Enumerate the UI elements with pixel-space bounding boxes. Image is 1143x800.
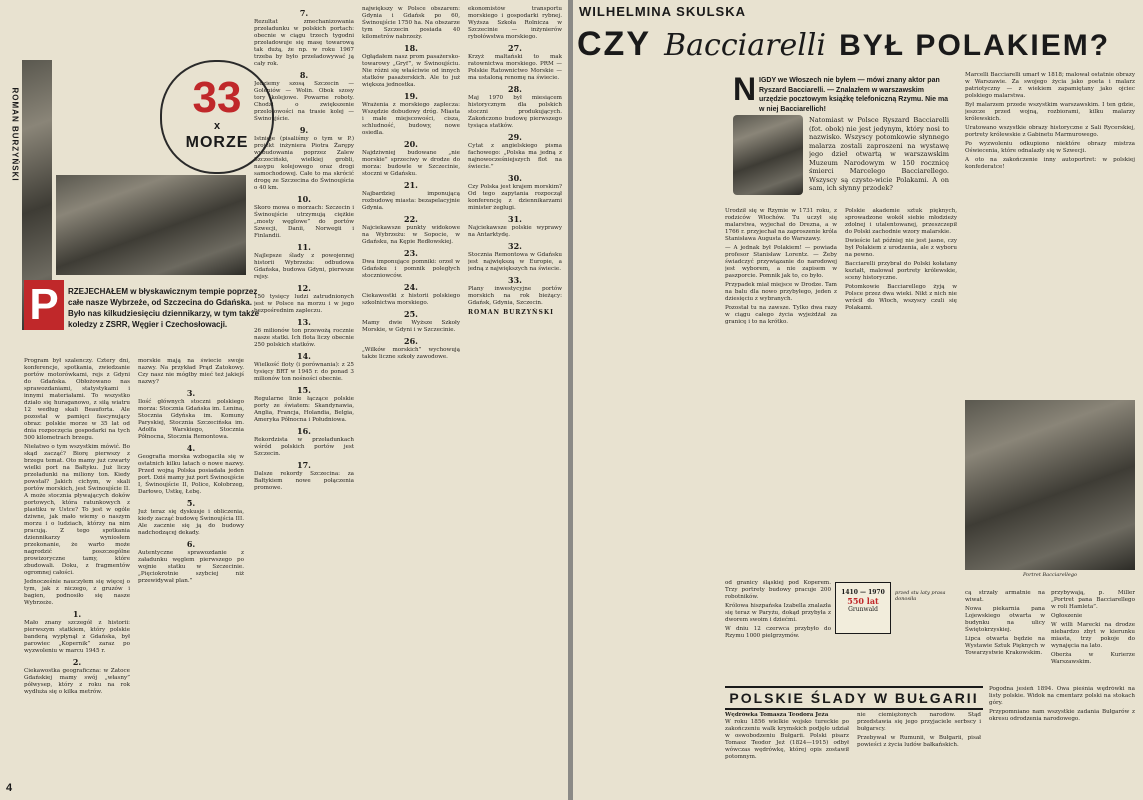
bulgaria-title: POLSKIE ŚLADY W BUŁGARII [725, 686, 983, 710]
paragraph: Ogłądałem nasz prom pasażersko-towarowy „Gryf”, w Świnoujściu. Nie różni się właściwie od innych statków pasażerskich. Ale to już większa jednostka. [362, 54, 460, 88]
section-number: 33. [508, 275, 522, 285]
paragraph: Krzyż maltański to mak ratownictwa morskiego. PRM — Polskie Ratownictwo Morskie — ma ustaloną renomę na świecie. [468, 54, 562, 81]
bottom-column-1 [725, 580, 831, 680]
paragraph: Ciekawostka geograficzna: w Zatoce Gdańskiej mamy swój „własny” półwysep, który z roku na rok wydłuża się o kilka metrów. [24, 668, 130, 695]
grunwald-ad [835, 582, 891, 634]
ad-line-2: 550 lat [847, 596, 879, 606]
paragraph: Pogodna jesień 1894. Owa pieśnia wędrówki na listy polskie. Widok na cmentarz polski na stokach góry. [989, 686, 1135, 706]
right-lead-2: Natomiast w Polsce Ryszard Bacciarelli (fot. obok) nie jest jedynym, który nosi to nazwisko. Wszyscy potomkowie słynnego malarza zostali zaproszeni na wystawę jego dzieł otwartą w warszawskim Muzeum Narodowym w 150 rocznicę śmierci Marcelego Bacciarellego. Wszyscy są czysto-wicie Polakami. A on sam, ich słynny przodek? [809, 116, 949, 192]
author-vertical [6, 87, 20, 202]
right-lead: IGDY we Włoszech nie byłem — mówi znany aktor pan Ryszard Bacciarelli. — Znalazłem w warszawskim urzędzie pocztowym książkę telefoniczną Rzymu. Nie ma w niej Bacciarellich! [759, 77, 949, 113]
page-number: 4 [6, 782, 13, 794]
paragraph: 26 milionów ton przewożą rocznie nasze statki. Ich flota liczy obecnie 250 polskich statków. [254, 328, 354, 348]
paragraph: nie ciemiężonych narodów. Stąd przedstawia się jego przyjaciele serbscy i bułgarscy. [857, 712, 981, 732]
paragraph: Program był szalenczy. Cztery dni, konferencje, spotkania, zwiedzanie portów motorówkami, rejs z Gdyni do Gdańska. Obłożowano nas sprawozdaniami, statystykami i innymi materiałami. To wszystko działo się huraganowo, z siłą wiatru 12 według skali Beauforta. Ale pozostał w pamięci fascynujący obraz: polskie morze w 35 lat od dnia rozpoczęcia gospodarki na tych 500 kilometrach brzegu. [24, 358, 130, 441]
section-number: 27. [508, 43, 522, 53]
paragraph: Dalsze rekordy Szczecina: za Bałtykiem nowe połączenia promowe. [254, 471, 354, 491]
section-number: 13. [297, 317, 311, 327]
paragraph: Geografia morska wzbogaciła się w ostatnich kilku latach o nowe nazwy. Przed wojną Polska posiadała jeden port. Dziś mamy już port Świnoujście I, Świnoujście II, Police, Kołobrzeg, Darłowo, Ustkę, Łebę. [138, 454, 244, 495]
paragraph: Najdziwniej budowane „nie morskie” sprzeciwy w drodze do morza: budowle w Szczecinie, stoczni w Gdańsku. [362, 150, 460, 177]
paragraph: Królowa hiszpańska Izabella znalazła się teraz w Paryżu, dokąd przybyła z dworem swoim i dziećmi. [725, 603, 831, 623]
section-number: 21. [404, 180, 418, 190]
right-margin-column [579, 72, 719, 792]
paragraph: W willi Marecki na drodze niebardzo zbyt w kierunku miasta, trzy pokoje do wynajęcia na lato. [1051, 622, 1135, 649]
section-number: 28. [508, 84, 522, 94]
section-number: 31. [508, 214, 522, 224]
coast-photo [56, 175, 246, 275]
paragraph: Lipca otwarta będzie na Wystawie Sztuk Pięknych w Towarzystwie Krakowskim. [965, 636, 1045, 656]
paragraph: Potomkowie Bacciarellego żyją w Polsce przez dwa wieki. Nikt z nich nie wrócił do Włoch, wszyscy czuli się Polakami. [845, 284, 957, 311]
section-number: 32. [508, 241, 522, 251]
paragraph: Maj 1970 był miesiącem historycznym dla polskich stoczni produkujących. Zakończono budowę pierwszego tysiąca statków. [468, 95, 562, 129]
section-number: 18. [404, 43, 418, 53]
left-column-5 [468, 6, 562, 786]
section-number: 9. [299, 125, 309, 135]
right-column-1 [725, 208, 837, 568]
paragraph: Był malarzem przede wszystkim warszawskim. I ten gdzie, jeszcze przed wojną, rozbiorami, kilku malarzy królewskich. [965, 102, 1135, 122]
paragraph: Uratowano wszystkie obrazy historyczne z Sali Rycerskiej, portrety królewskie z Gabinetu Marmurowego. [965, 125, 1135, 138]
left-column-4 [362, 6, 460, 786]
paragraph: Dwa imponujące pomniki: orzeł w Gdańsku i pomnik poległych stoczniowców. [362, 259, 460, 279]
paragraph: W roku 1856 wielkie wojsko tureckie po zakończeniu walk krymskich podjęło udział w oswobodzeniu Bułgarii. Polski pisarz Tomasz Teodor Jeż (1824—1915) odbył wówczas wędrówkę, której opis zostawił potomnym. [725, 719, 849, 760]
section-number: 15. [297, 385, 311, 395]
paragraph: Cytat z angielskiego pisma fachowego: „Polska ma jedną z najnowocześniejszych flot na świecie.” [468, 143, 562, 170]
bulgaria-column-1 [725, 712, 849, 796]
paragraph: Oberża w Kurierze Warszawskim. [1051, 652, 1135, 665]
paragraph: Przypomniano nam wszystkie zadania Bułgarów z okresu odrodzenia narodowego. [989, 709, 1135, 722]
title-czy: CZY [577, 25, 651, 63]
paragraph: Regularne linie łączące polskie porty ze światem: Skandynawia, Anglia, Francja, Holandia, Belgia, Ameryka Północna i Południowa. [254, 396, 354, 423]
paragraph: Ogłoszenie [1051, 613, 1083, 619]
paragraph: Marcelli Bacciarelli umarł w 1818; malował ostatnie obrazy w Warszawie. Za swojego życia jako poeta i malarz patriotyczny — z wiekiem zapamiętany jako ojciec polskiego malarstwa. [965, 72, 1135, 99]
paragraph: A oto na zakończenie inny autoportret: w polskiej konfederatce! [965, 157, 1135, 170]
section-number: 17. [297, 460, 311, 470]
paragraph: Pozostał tu na zawsze. Tylko dwa razy w ciągu całego życia wyjeżdżał za granicę i to na krótko. [725, 305, 837, 325]
paragraph: Rezultat zmechanizowania przeładunku w polskich portach: obecnie w ciągu trzech tygodni przeładowuje się masę towarową tak dużą, że np. w roku 1967 trzeba by było przeładowywać ją cały rok. [254, 19, 354, 67]
paragraph: Wrażenia z morskiego zaplecza: Wszędzie dobudowy dróg. Miasta i małe miejscowości, cisza, schludność, budowy, nowe osiedla. [362, 102, 460, 136]
left-column-3 [254, 6, 354, 786]
paragraph: Najbardziej imponującą rozbudowę miasta: bezapelacyjnie Gdynia. [362, 191, 460, 211]
section-number: 5. [186, 498, 196, 508]
paragraph: Czy Polska jest krajem morskim? Od tego zapytania rozpoczął konferencję z dziennikarzami minister żeglugi. [468, 184, 562, 211]
ad-line-3: Grunwald [848, 606, 878, 613]
right-page [573, 0, 1143, 800]
paragraph: Polskie akademie sztuk pięknych, sprowadzone wokół siebie młodzieży zdolnej i utalentowanej, przeszczepił do Polski zachodnie wzory malarskie. [845, 208, 957, 235]
paragraph: Nowa piekarnia pana Lojewskiego otwarta w budynku na ulicy Świętokrzyskiej. [965, 606, 1045, 633]
paragraph: Niełatwo o tym wszystkim mówić. Bo skąd zacząć? Biorę pierwszy z brzegu temat. Oto mamy już czwarty wielki port na Bałtyku. Już liczy przeładunki na miliony ton. Kiedy powstał? Jakich cichym, w skali portów morskich, jest Świnoujście II. A może stocznia pływających doków portowych, która ratunkowych z plastiku w Ustce? To jest w ogóle dziwne, jak mało wiemy o naszym morzu i o ludziach, którzy na nim pracują. Z tego spotkania dziennikarzy wyniosłem przekonanie, że warto może nagrodzić poszczególne prowizoryczne tamy, które zbudowali. Doku, z fragmentów ogromnej całości. [24, 444, 130, 576]
left-column-2 [138, 358, 244, 786]
lead-text: RZEJECHAŁEM w błyskawicznym tempie poprzez całe nasze Wybrzeże, od Szczecina do Gdańska. Było nas kilkudziesięciu dziennikarzy, w tym także koledzy z ZSRR, Węgier i Czechosłowacji. [68, 287, 260, 329]
paragraph: Najciekawsze polskie wyprawy na Antarktydę. [468, 225, 562, 238]
paragraph: Dwieście lat później nie jest jasne, czy był Polakiem z urodzenia, ale z wyboru na pewno. [845, 238, 957, 258]
section-number: 12. [297, 283, 311, 293]
section-number: 25. [404, 309, 418, 319]
bottom-column-3 [1051, 590, 1135, 680]
paragraph: Przypadek miał miejsce w Drodze. Tam na balu dla nowo przybyłego, jeden z dziesięciu z wybranych. [725, 282, 837, 302]
bulgaria-column-3 [989, 686, 1135, 796]
portrait-caption: Portret Bacciarellego [1022, 572, 1078, 578]
paragraph: Przebywał w Rumunii, w Bułgarii, pisał powieści z życia ludów bałkańskich. [857, 735, 981, 748]
paragraph: Istnieje (pisaliśmy o tym w P.) projekt inżyniera Piotra Żarępy wybudowania poprzez Zalew Szczeciński, wielkiej grobli, nasypu kolejowego oraz drogi samochodowej. Całe to ma skrócić drogę ze Szczecina do Świnoujścia o 40 km. [254, 136, 354, 191]
paragraph: Urodził się w Rzymie w 1731 roku, z rodziców Włochów. Tu uczył się malarstwa, wyjechał do Drezna, a w 1766 r. przyjechał na zaproszenie króla Stanisława Augusta do Warszawy. [725, 208, 837, 242]
author-vertical-text: ROMAN BURZYŃSKI [10, 87, 20, 182]
section-number: 20. [404, 139, 418, 149]
section-number: 8. [299, 70, 309, 80]
bulgaria-column-2 [857, 712, 981, 796]
right-column-2 [845, 208, 957, 568]
paragraph: Ciekawostki z historii polskiego szkolnictwa morskiego. [362, 293, 460, 306]
section-number: 22. [404, 214, 418, 224]
paragraph: Już teraz się dyskusje i obliczenia, kiedy zacząć budowę Świnoujścia III. Ale zacznie się ją do budowy nadchodzącej dekady. [138, 509, 244, 536]
actor-photo [733, 115, 803, 195]
portrait-painting [965, 400, 1135, 570]
section-number: 14. [297, 351, 311, 361]
bottom-column-2 [965, 590, 1045, 680]
section-number: 11. [297, 242, 311, 252]
author-signature: ROMAN BURZYŃSKI [468, 309, 554, 316]
title-rest: BYŁ POLAKIEM? [839, 29, 1111, 62]
section-number: 3. [186, 388, 196, 398]
logo-word: MORZE [185, 134, 249, 151]
paragraph: ekonomistów transportu morskiego i gospodarki rybnej. Wyższa Szkoła Rolnicza w Szczecinie — inżynierów rybołówstwa morskiego. [468, 6, 562, 40]
paragraph: Najciekawsze punkty widokowe na Wybrzeżu: w Sopocie, w Gdańsku, na Kępie Redłowskiej. [362, 225, 460, 245]
paragraph: Wielkość floty (i porównania): z 25 tysięcy BRT w 1945 r. do ponad 3 milionów ton nośności obecnie. [254, 362, 354, 382]
article-title [577, 22, 1137, 68]
paragraph: — A jednak był Polakiem! — powiada profesor Stanisław Lorentz. — Żeby świadczyć przywiązanie do narodowej jest wyborem, a nie zapisem w paszporcie. Pomnik jak to, co było. [725, 245, 837, 279]
section-number: 10. [297, 194, 311, 204]
paragraph: „Wilków morskich” wychowują także liczne szkoły zawodowe. [362, 347, 460, 360]
section-number: 1. [72, 609, 82, 619]
paragraph: największy w Polsce obszarem: Gdynia i Gdańsk po 60, Świnoujście 1750 ha. Na obszarze tym Szczecin posiada 40 kilometrów nabrzeży. [362, 6, 460, 40]
section-number: 16. [297, 426, 311, 436]
paragraph: Po wyzwoleniu odkupiono niektóre obrazy mistrza Oświecenia, które odnalazły się w Szwecji. [965, 141, 1135, 154]
paragraph: Stocznia Remontowa w Gdańsku jest największą w Europie, a jedną z największych na świecie. [468, 252, 562, 272]
paragraph: Mamy dwie Wyższe Szkoły Morskie, w Gdyni i w Szczecinie. [362, 320, 460, 333]
section-number: 6. [186, 539, 196, 549]
paragraph: W dniu 12 czerwca przybyło do Rzymu 1000 pielgrzymów. [725, 626, 831, 639]
section-number: 19. [404, 91, 418, 101]
paragraph: od granicy śląskiej pod Koperem. Trzy portrety budowy pracuje 200 robotników. [725, 580, 831, 600]
ad-text: przed stu laty prasa donosiła [895, 590, 946, 602]
section-number: 2. [72, 657, 82, 667]
ad-line-1: 1410 — 1970 [841, 589, 885, 596]
section-number: 30. [508, 173, 522, 183]
paragraph: Skoro mowa o morzach: Szczecin i Świnoujście utrzymują ciężkie „mosty węglowe” do portów Szwecji, Danii, Norwegii i Finlandii. [254, 205, 354, 239]
logo-number: 33 [192, 73, 242, 122]
logo-x: x [213, 120, 221, 132]
right-column-3 [965, 72, 1135, 392]
paragraph: Plany inwestycyjne portów morskich na rok bieżący: Gdańsk, Gdynia, Szczecin. [468, 286, 562, 306]
article-author: WILHELMINA SKULSKA [579, 4, 747, 19]
lead-dropcap: P [24, 280, 64, 330]
left-column-1 [24, 358, 130, 786]
section-number: 26. [404, 336, 418, 346]
section-number: 7. [299, 8, 309, 18]
paragraph: Wędrówka Tomasza Teodora Jeża [725, 712, 829, 718]
paragraph: przybywają, p. Miller „Portret pana Bacciarellego w roli Hamleta”. [1051, 590, 1135, 610]
paragraph: Rekordzista w przeładunkach wśród polskich portów jest Szczecin. [254, 437, 354, 457]
section-number: 4. [186, 443, 196, 453]
paragraph: Mało znany szczegół z historii: pierwszym statkiem, który polskie banderą wypłynął z Gdańska, był parowiec „Kopernik” zaraz po wyzwoleniu w marcu 1945 r. [24, 620, 130, 654]
paragraph: Ilość głównych stoczni polskiego morza: Stocznia Gdańska im. Lenina, Stocznia Gdyńska im. Komuny Paryskiej, Stocznia Szczecińska im. Adolfa Warskiego, Stocznia Północna, Stocznia Remontowa. [138, 399, 244, 440]
paragraph: Autentyczne sprawozdanie z załadunku węglem pierwszego po wojnie statku w Szczecinie. „Pięciokrotnie szybciej niż przewidywał plan.” [138, 550, 244, 584]
title-name: Bacciarelli [664, 28, 826, 63]
lead-dropcap-n: N [733, 71, 757, 107]
section-number: 29. [508, 132, 522, 142]
paragraph: Jednocześnie nauczyłem się więcej o tym, jak z niczego, z gruzów i bagien, podnosiło się nasze Wybrzeże. [24, 579, 130, 606]
section-number: 23. [404, 248, 418, 258]
left-page [0, 0, 568, 800]
paragraph: cą strzały armatnie na wiwat. [965, 590, 1045, 603]
paragraph: Bacciarelli przybrał do Polski kołatany kształt, malował portrety królewskie, sceny historyczne. [845, 261, 957, 281]
paragraph: 150 tysięcy ludzi zatrudnionych jest w Polsce na morzu i w jego bezpośrednim zapleczu. [254, 294, 354, 314]
paragraph: morskie mają na świecie swoje nazwy. Na przykład Prąd Zatokowy. Czy nasz nie mógłby mieć też jakiejś nazwy? [138, 358, 244, 385]
section-number: 24. [404, 282, 418, 292]
paragraph: Najlepsze ślady z powojennej historii Wybrzeża: odbudowa Gdańska, budowa Gdyni, pierwsze rejsy. [254, 253, 354, 280]
paragraph: Jedziemy szosą Szczecin — Goleniów — Wolin. Obok szosy tory kolejowe. Powarne roboty. Chodzi o zwiększenie przelotowości na trasie kolej — Świnoujście. [254, 81, 354, 122]
